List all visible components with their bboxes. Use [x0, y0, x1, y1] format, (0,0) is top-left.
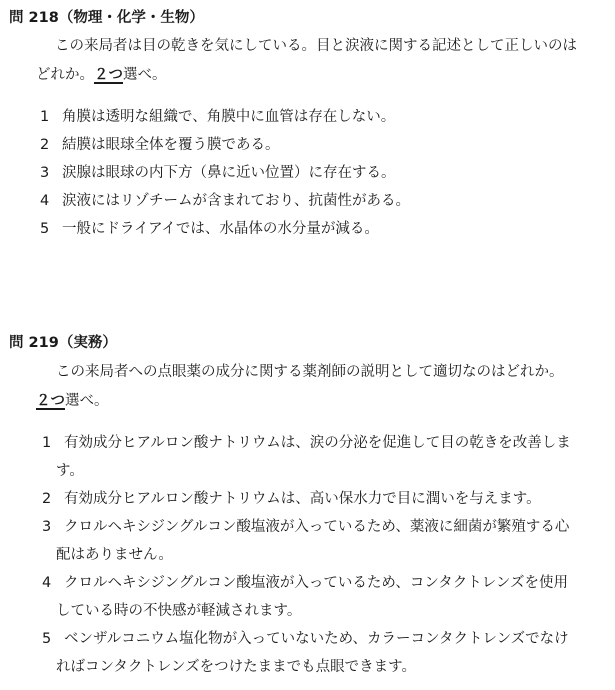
choice-item [42, 429, 571, 485]
choice-number: 5 [40, 221, 50, 237]
choice-number: 1 [40, 109, 50, 125]
question-218-heading [9, 6, 204, 27]
choice-text-continued: ればコンタクトレンズをつけたままでも点眼できます。 [56, 659, 416, 675]
choice-item [42, 485, 541, 513]
choice-text: クロルヘキシジングルコン酸塩液が入っているため、薬液に細菌が繁殖する心 [64, 519, 570, 535]
question-number: 問 219 [9, 335, 59, 351]
choice-text: クロルヘキシジングルコン酸塩液が入っているため、コンタクトレンズを使用 [64, 575, 568, 591]
choice-text-continued: す。 [56, 463, 84, 479]
choice-item [40, 159, 396, 187]
question-219-heading [9, 331, 117, 352]
choice-number: 3 [42, 519, 52, 535]
stem-text: 選べ。 [123, 67, 167, 83]
question-subject: （実務） [58, 335, 117, 351]
emphasis-count: ２つ [94, 67, 123, 83]
choice-text: 涙液にはリゾチームが含まれており、抗菌性がある。 [62, 193, 410, 209]
stem-text: どれか。 [36, 67, 94, 83]
choice-number: 4 [40, 193, 50, 209]
choice-item [40, 215, 379, 243]
choice-item [42, 513, 569, 569]
choice-text: 結膜は眼球全体を覆う膜である。 [62, 137, 280, 153]
emphasis-count: ２つ [36, 393, 65, 409]
choice-text: 一般にドライアイでは、水晶体の水分量が減る。 [62, 221, 379, 237]
choice-text: 有効成分ヒアルロン酸ナトリウムは、涙の分泌を促進して目の乾きを改善しま [64, 435, 571, 451]
question-218-stem-line1: この来局者は目の乾きを気にしている。目と涙液に関する記述として正しいのは [55, 38, 577, 54]
question-219-stem-line1: この来局者への点眼薬の成分に関する薬剤師の説明として適切なのはどれか。 [56, 364, 564, 380]
question-219-stem-line2 [36, 387, 109, 415]
choice-text-continued: 配はありません。 [56, 547, 173, 563]
choice-item [40, 131, 280, 159]
question-number: 問 218 [9, 10, 59, 26]
choice-number: 4 [42, 575, 52, 591]
choice-number: 1 [42, 435, 52, 451]
question-subject: （物理・化学・生物） [58, 10, 204, 26]
choice-text: 角膜は透明な組織で、角膜中に血管は存在しない。 [62, 109, 396, 125]
choice-item [40, 187, 410, 215]
choice-item [42, 625, 569, 681]
choice-text: 有効成分ヒアルロン酸ナトリウムは、高い保水力で目に潤いを与えます。 [64, 491, 541, 507]
choice-text: 涙腺は眼球の内下方（鼻に近い位置）に存在する。 [62, 165, 396, 181]
choice-number: 2 [40, 137, 50, 153]
choice-number: 5 [42, 631, 52, 647]
choice-item [40, 103, 395, 131]
choice-text: ベンザルコニウム塩化物が入っていないため、カラーコンタクトレンズでなけ [64, 631, 569, 647]
choice-text-continued: している時の不快感が軽減されます。 [56, 603, 302, 619]
question-218-stem-line2 [36, 61, 167, 89]
choice-number: 2 [42, 491, 52, 507]
choice-number: 3 [40, 165, 50, 181]
choice-item [42, 569, 568, 625]
stem-text: 選べ。 [65, 393, 109, 409]
